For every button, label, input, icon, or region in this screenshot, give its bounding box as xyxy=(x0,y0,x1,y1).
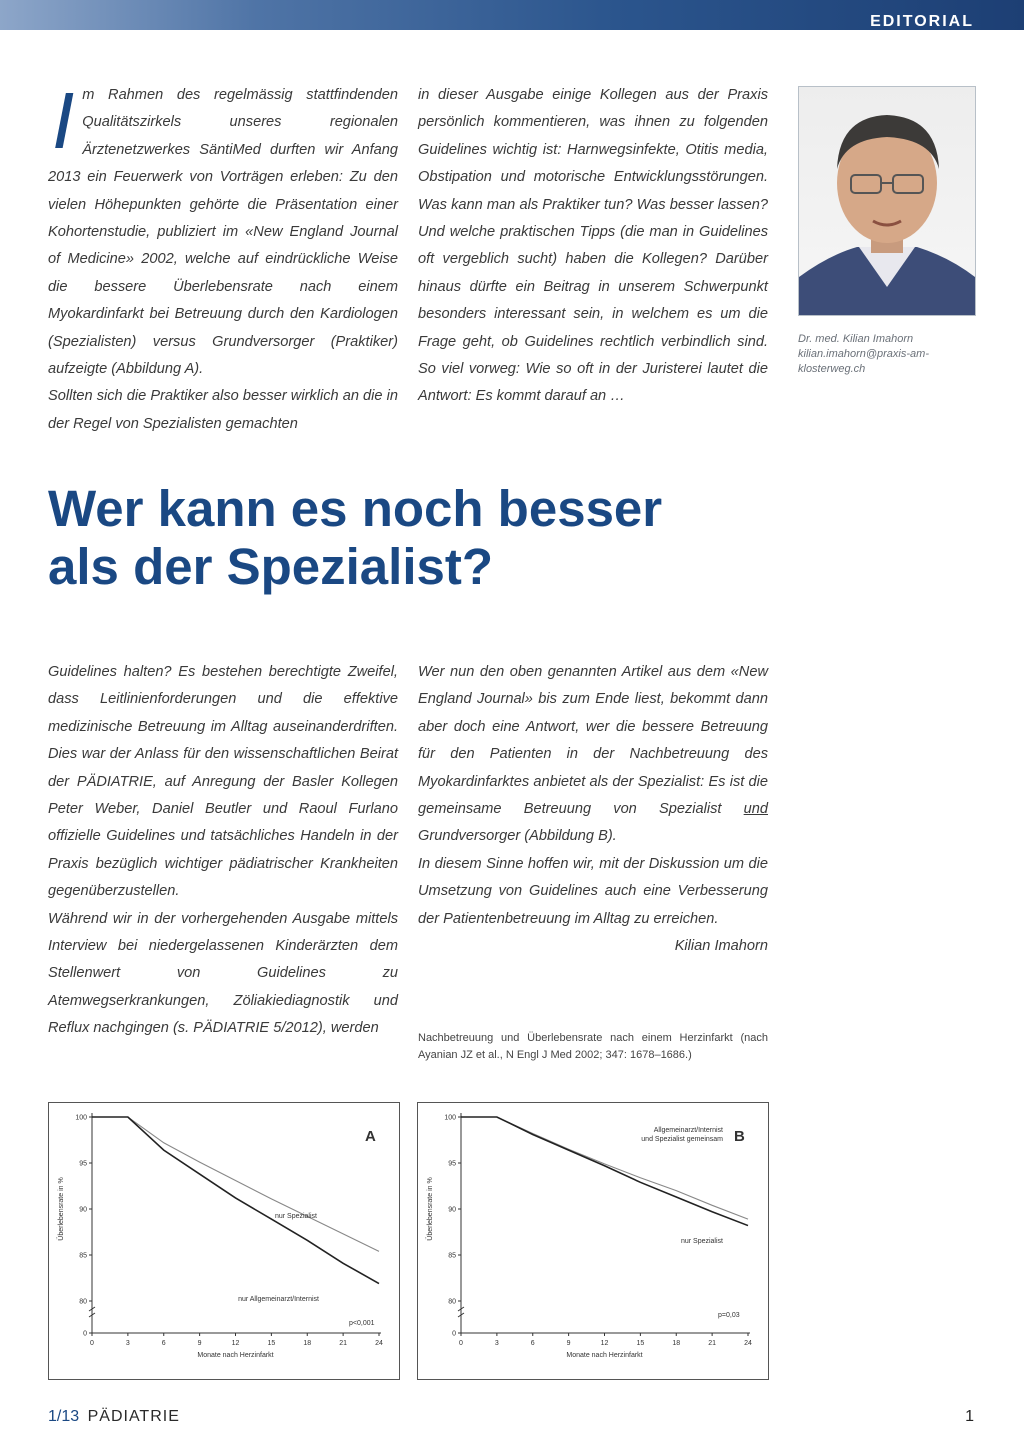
x-tick-label: 24 xyxy=(375,1340,383,1347)
panel-letter: A xyxy=(365,1128,376,1145)
chart-b-svg xyxy=(418,1103,768,1379)
intro-column-1 xyxy=(48,76,398,438)
page-number: 1 xyxy=(965,1408,974,1425)
x-tick-label: 9 xyxy=(197,1340,202,1347)
x-tick-label: 9 xyxy=(566,1340,571,1347)
x-axis-title: Monate nach Herzinfarkt xyxy=(566,1352,643,1359)
y-tick-label: 100 xyxy=(75,1114,87,1122)
x-tick-label: 0 xyxy=(459,1340,463,1347)
x-tick-label: 18 xyxy=(672,1340,681,1347)
x-tick-label: 15 xyxy=(267,1340,276,1347)
p-value: p<0,001 xyxy=(349,1320,375,1327)
issue-number: 1/13 xyxy=(48,1408,80,1425)
figure-caption: Nachbetreuung und Überlebensrate nach einem Herzinfarkt (nach Ayanian JZ et al., N Engl J Med 2002; 347: 1678–1686.) xyxy=(418,1032,768,1061)
body-column-1 xyxy=(48,659,398,1043)
x-tick-label: 12 xyxy=(231,1340,240,1347)
intro-paragraph-3: in dieser Ausgabe einige Kollegen aus der Praxis persönlich kommentieren, was ihnen zu folgenden Guidelines wichtig ist: Harnwegsinfekte, Otitis media, Obstipation und motorische Entwicklungsstörungen. Was kann man als Praktiker tun? Was besser lassen? Und welche praktischen Tipps (die man in Guidelines oft vergeblich sucht) haben die Kollegen? Darüber hinaus dürfte ein Beitrag in unserem Schwerpunkt besonders interessant sein, in welchem es um die Frage geht, ob Guidelines rechtlich verbindlich sind. So viel vorweg: Wie so oft in der Juristerei lautet die Antwort: Es kommt darauf an … xyxy=(418,87,768,405)
body-paragraph-2: Während wir in der vorhergehenden Ausgabe mittels Interview bei niedergelassenen Kinderärzten dem Stellenwert von Guidelines zu Atemwegserkrankungen, Zöliakiediagnostik und Reflux nachgingen (s. PÄDIATRIE 5/2012), werden xyxy=(48,910,398,1037)
y-tick-label: 80 xyxy=(79,1298,87,1306)
y-tick-label: 0 xyxy=(452,1330,456,1338)
x-tick-label: 12 xyxy=(600,1340,609,1347)
body-paragraph-1: Guidelines halten? Es bestehen berechtigte Zweifel, dass Leitlinienforderungen und die effektive medizinische Betreuung im Alltag auseinanderdriften. Dies war der Anlass für den wissenschaftlichen Beirat der PÄDIATRIE, auf Anregung der Basler Kollegen Peter Weber, Daniel Beutler und Raoul Furlano offizielle Guidelines und tatsächliches Handeln in der Praxis bezüglich wichtiger pädiatrischer Krankheiten gegenüberzustellen. xyxy=(48,664,398,900)
panel-letter: B xyxy=(734,1128,745,1145)
author-name: Dr. med. Kilian Imahorn xyxy=(798,333,914,345)
y-axis-title: Überlebensrate in % xyxy=(427,1177,434,1241)
headline-line-1: Wer kann es noch besser xyxy=(48,480,663,537)
section-label: EDITORIAL xyxy=(870,13,974,30)
x-tick-label: 3 xyxy=(494,1340,499,1347)
series-line-1 xyxy=(92,1117,379,1251)
y-tick-label: 95 xyxy=(448,1160,456,1168)
magazine-name: PÄDIATRIE xyxy=(87,1408,180,1425)
chart-b xyxy=(417,1102,769,1380)
y-tick-label: 90 xyxy=(448,1206,456,1214)
signature: Kilian Imahorn xyxy=(674,938,768,955)
header-bar xyxy=(0,0,1024,30)
footer-issue xyxy=(48,1408,180,1426)
intro-text-1: m Rahmen des regelmässig stattfindenden Qualitätszirkels unseres regionalen Ärztenetzwerkes SäntiMed durften wir Anfang 2013 ein Feuerwerk von Vorträgen erleben: Zu den vielen Höhepunkten gehörte die Präsentation einer Kohortenstudie, publiziert im «New England Journal of Medicine» 2002, welche auf eindrückliche Weise die bessere Überlebensrate nach einem Myokardinfarkt bei Betreuung durch den Kardiologen (Spezialisten) versus Grundversorger (Praktiker) aufzeigte (Abbildung A). xyxy=(48,87,398,378)
x-tick-label: 15 xyxy=(636,1340,645,1347)
intro-column-2 xyxy=(418,82,768,411)
body-text-3a: Wer nun den oben genannten Artikel aus dem «New England Journal» bis zum Ende liest, bekommt dann aber doch eine Antwort, wer die bessere Betreuung für den Patienten in der Nachbetreuung des Myokardinfarktes anbietet als der Spezialist: Es ist die gemeinsame Betreuung von Spezialist xyxy=(418,664,768,818)
y-tick-label: 90 xyxy=(79,1206,87,1214)
y-tick-label: 80 xyxy=(448,1298,456,1306)
author-photo xyxy=(798,86,976,316)
x-tick-label: 6 xyxy=(161,1340,166,1347)
y-tick-label: 0 xyxy=(83,1330,87,1338)
series-line-2 xyxy=(92,1117,379,1284)
body-paragraph-4: In diesem Sinne hoffen wir, mit der Diskussion um die Umsetzung von Guidelines auch eine Verbesserung der Patientenbetreuung im Alltag zu erreichen. xyxy=(418,855,768,927)
body-paragraph-3 xyxy=(418,659,768,851)
author-caption xyxy=(798,332,978,377)
y-tick-label: 85 xyxy=(448,1252,456,1260)
x-tick-label: 24 xyxy=(744,1340,752,1347)
series-label-2: nur Allgemeinarzt/Internist xyxy=(238,1296,319,1303)
series-label-1: nur Spezialist xyxy=(274,1213,317,1220)
chart-a xyxy=(48,1102,400,1380)
series-label-1: Allgemeinarzt/Internist und Spezialist gemeinsam xyxy=(641,1127,723,1143)
body-text-3b: Grundversorger (Abbildung B). xyxy=(418,828,617,845)
y-tick-label: 85 xyxy=(79,1252,87,1260)
drop-cap: I xyxy=(52,76,75,165)
author-email: kilian.imahorn@praxis-am-klosterweg.ch xyxy=(798,348,929,375)
x-tick-label: 21 xyxy=(339,1340,348,1347)
x-tick-label: 18 xyxy=(303,1340,312,1347)
headline-line-2: als der Spezialist? xyxy=(48,538,494,595)
body-column-2 xyxy=(418,659,768,960)
underlined-word: und xyxy=(743,801,768,818)
series-label-2: nur Spezialist xyxy=(680,1238,723,1245)
chart-a-svg xyxy=(49,1103,399,1379)
x-tick-label: 0 xyxy=(90,1340,94,1347)
intro-paragraph-2: Sollten sich die Praktiker also besser wirklich an die in der Regel von Spezialisten gemachten xyxy=(48,388,398,432)
intro-paragraph-1 xyxy=(48,76,398,383)
y-axis-title: Überlebensrate in % xyxy=(58,1177,65,1241)
x-tick-label: 21 xyxy=(708,1340,717,1347)
y-tick-label: 95 xyxy=(79,1160,87,1168)
x-tick-label: 6 xyxy=(530,1340,535,1347)
x-axis-title: Monate nach Herzinfarkt xyxy=(197,1352,274,1359)
x-tick-label: 3 xyxy=(125,1340,130,1347)
headline xyxy=(48,480,768,596)
p-value: p=0,03 xyxy=(718,1312,740,1319)
y-tick-label: 100 xyxy=(444,1114,456,1122)
